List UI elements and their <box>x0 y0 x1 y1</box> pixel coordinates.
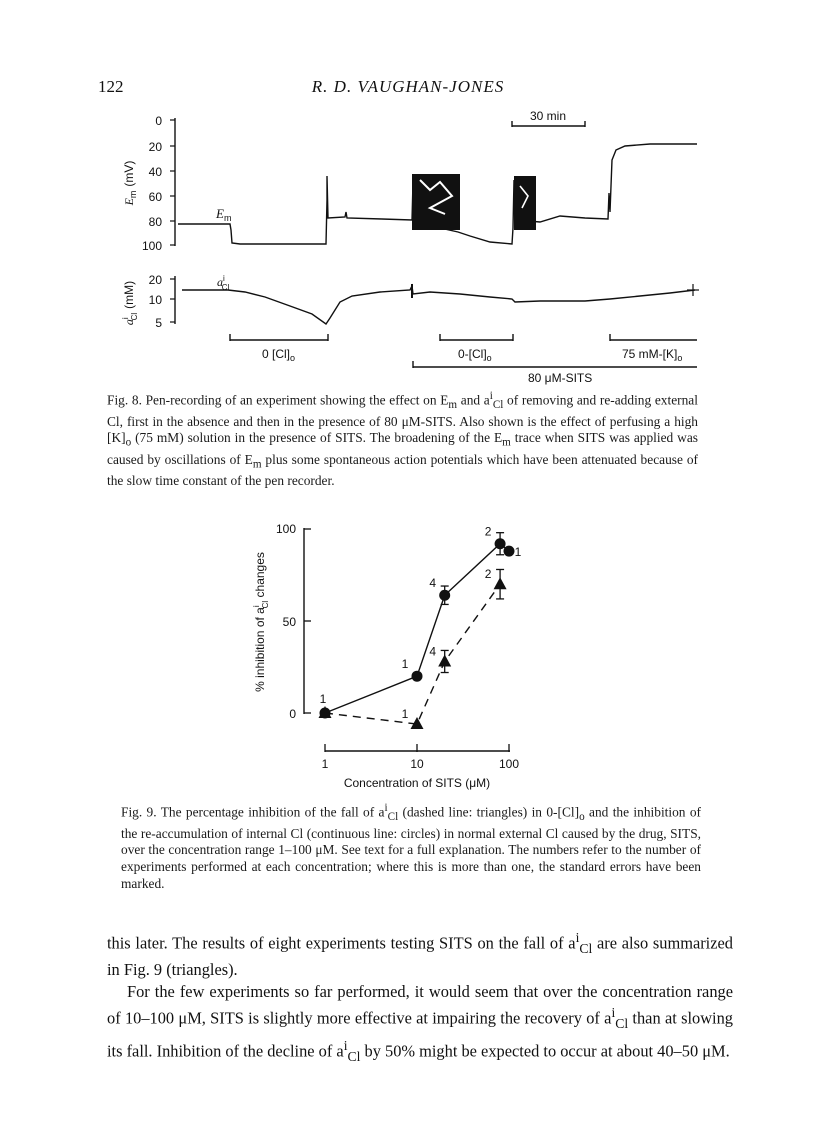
acl-trace-label: $a^i$ Cl <box>217 274 230 292</box>
em-tick-40: 40 <box>148 165 162 179</box>
time-scale-label: 30 min <box>529 109 567 123</box>
circle-n-label: 1 <box>319 692 327 706</box>
acl-tick-5: 5 <box>155 316 162 330</box>
em-tick-80: 80 <box>148 215 162 229</box>
fig9-ylabel: % inhibition of $a^iCl$ changes <box>252 552 270 692</box>
running-head: R. D. VAUGHAN-JONES <box>311 77 505 96</box>
page-number: 122 <box>98 77 124 96</box>
fig9-ytick-0: 0 <box>289 707 296 721</box>
acl-tick-20: 20 <box>148 273 162 287</box>
circle-n-label: 2 <box>484 524 492 539</box>
circle-point <box>504 546 515 557</box>
acl-tick-10: 10 <box>148 293 162 307</box>
fig9-xtick-1: 1 <box>321 757 329 771</box>
fig9-ytick-100: 100 <box>275 522 296 536</box>
body-text <box>107 927 733 1067</box>
circle-point <box>439 590 450 601</box>
em-trace-label: $E_m$ <box>216 206 232 223</box>
triangle-n-label: 2 <box>484 567 492 582</box>
circle-n-label: 4 <box>429 576 437 591</box>
circle-n-label: 1 <box>514 545 522 560</box>
triangle-point <box>494 577 507 589</box>
em-tick-0: 0 <box>155 114 162 128</box>
fig9-xtick-10: 10 <box>410 757 424 771</box>
em-tick-60: 60 <box>148 190 162 204</box>
figure-8-caption: Fig. 8. Pen-recording of an experiment showing the effect on $E_m$ and $a^i_{Cl}$ of removing and re-adding external Cl, first in the absence and then in the presence of 80 μM-SITS. Also shown is the effect of perfusing a high $[K]_o$ (75 mM) solution in the presence of SITS. The broadening of the $E_m$ trace when SITS was applied was caused by oscillations of $E_m$ plus some spontaneous action potentials which have been attenuated because of the slow time constant of the pen recorder. <box>107 390 698 488</box>
circle-point <box>495 538 506 549</box>
paragraph-2: For the few experiments so far performed, it would seem that over the concentration range of 10–100 μM, SITS is slightly more effective at impairing the recovery of $a^i_{Cl}$ than at slowing its fall. Inhibition of the decline of $a^i_{Cl}$ by 50% might be expected to occur at about 40–50 μM. <box>107 981 733 1064</box>
bar4-label: 80 μM-SITS <box>528 371 593 385</box>
em-tick-20: 20 <box>148 140 162 154</box>
acl-axis-label: $a^iCl(mM)$ <box>121 280 139 326</box>
em-tick-100: 100 <box>141 239 162 253</box>
bar3-label: 75 $mM-[K]_o$ <box>622 347 683 363</box>
fig9-xlabel: Concentration of SITS (μM) <box>343 776 491 790</box>
triangle-n-label: 1 <box>401 707 409 722</box>
circle-series-line <box>325 544 509 713</box>
fig9-ytick-50: 50 <box>282 615 296 629</box>
circle-point <box>412 671 423 682</box>
circle-n-label: 1 <box>401 657 409 672</box>
bar1-label: 0 $[Cl]_o$ <box>262 347 296 363</box>
fig9-plot-area <box>319 525 522 729</box>
triangle-n-label: 4 <box>429 644 437 659</box>
em-axis-label: $E_m(mV)$ <box>122 160 138 206</box>
figure-9-caption: Fig. 9. The percentage inhibition of the fall of $a^i_{Cl}$ (dashed line: triangles) in $0-[Cl]_o$ and the inhibition of the re-accumulation of internal Cl (continuous line: circles) in normal external Cl caused by the drug, SITS, over the concentration range 1–100 μM. See text for a full explanation. The numbers refer to the number of experiments performed at each concentration; where this is more than one, the standard errors have been marked. <box>121 802 702 891</box>
paragraph-1: this later. The results of eight experiments testing SITS on the fall of $a^i_{Cl}$ are also summarized in Fig. 9 (triangles). <box>107 930 733 980</box>
bar2-label: $0-[Cl]_o$ <box>458 347 492 363</box>
fig9-xtick-100: 100 <box>498 757 520 771</box>
triangle-point <box>438 654 451 666</box>
